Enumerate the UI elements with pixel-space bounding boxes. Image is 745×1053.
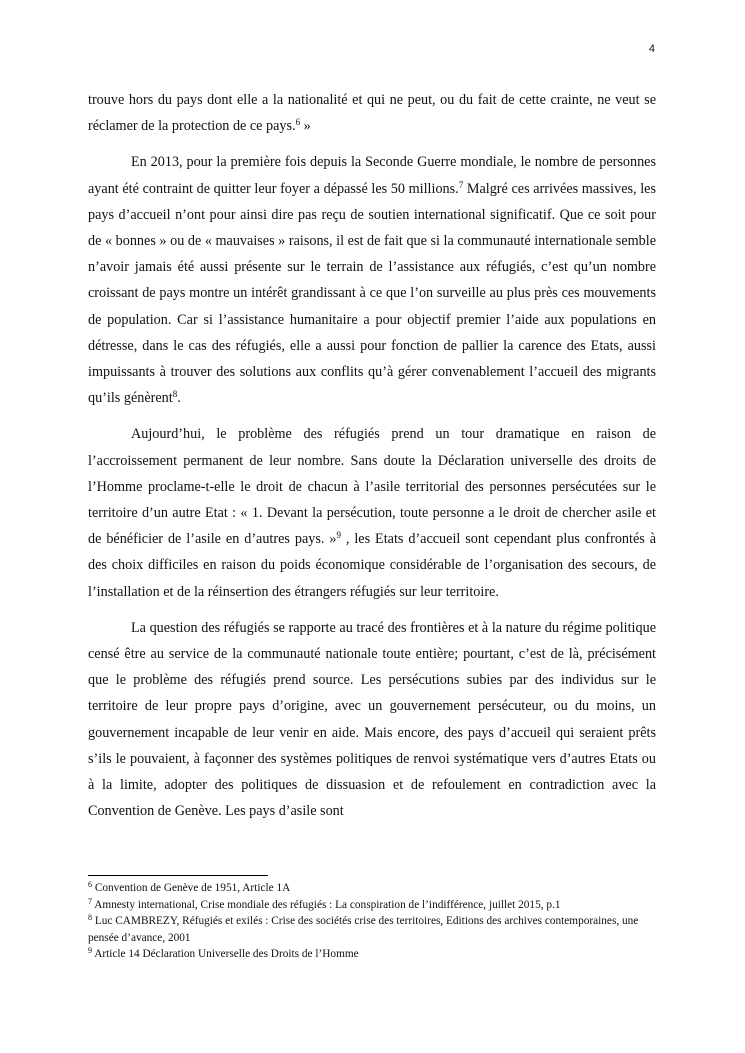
footnote <box>88 946 656 963</box>
paragraph-text: En 2013, pour la première fois depuis la Seconde Guerre mondiale, le nombre de personnes ayant été contraint de quitter leur foyer a dépassé les 50 millions. <box>88 154 656 197</box>
page-number: 4 <box>648 43 655 55</box>
footnote-ref[interactable]: 6 <box>295 117 301 128</box>
footnote-text: Luc CAMBREZY, Réfugiés et exilés : Crise des sociétés crise des territoires, Editions des archives contemporaines, une pensée d’avance, 2001 <box>88 915 639 944</box>
footnote <box>88 880 656 897</box>
paragraph-text: Malgré ces arrivées massives, les pays d’accueil n’ont pour ainsi dire pas reçu de soutien international significatif. Que ce soit pour de « bonnes » ou de « mauvaises » raisons, il est de fait que si la communauté internationale semble n’avoir jamais été aussi présente sur le terrain de l’assistance aux réfugiés, c’est qu’un nombre croissant de pays montre un intérêt grandissant à ce que l’on surveille au plus près ces mouvements de population. Car si l’assistance humanitaire a pour objectif premier l’aide aux populations en détresse, dans le cas des réfugiés, elle a aussi pour fonction de pallier la carence des Etats, aussi impuissants à trouver des solutions aux conflits qu’à gérer convenablement l’accueil des migrants qu’ils génèrent <box>88 180 656 407</box>
footnote-separator <box>88 875 268 876</box>
footnote-text: Article 14 Déclaration Universelle des Droits de l’Homme <box>92 948 359 961</box>
paragraph-text: trouve hors du pays dont elle a la nationalité et qui ne peut, ou du fait de cette crainte, ne veut se réclamer de la protection de ce pays. <box>88 92 656 135</box>
paragraph-text: . <box>177 390 181 407</box>
footnote-number: 8 <box>88 913 92 923</box>
paragraph-text: , les Etats d’accueil sont cependant plus confrontés à des choix difficiles en raison du poids économique considérable de l’organisation des secours, de l’installation et de la réinsertion des étrangers réfugiés sur leur territoire. <box>88 531 656 600</box>
footnote-text: Amnesty international, Crise mondiale des réfugiés : La conspiration de l’indifférence, juillet 2015, p.1 <box>92 898 561 911</box>
footnote-ref[interactable]: 8 <box>172 389 178 400</box>
paragraph-text: La question des réfugiés se rapporte au tracé des frontières et à la nature du régime politique censé être au service de la communauté nationale toute entière; pourtant, c’est de là, précisément que le problème des réfugiés prend source. Les persécutions subies par des individus sur le territoire de leur propre pays d’origine, avec un gouvernement persécuteur, ou du moins, un gouvernement incapable de leur venir en aide. Mais encore, des pays d’accueil qui seraient prêts s’ils le pouvaient, à façonner des systèmes politiques de renvoi systématique vers d’autres Etats ou à la limite, adopter des politiques de dissuasion et de refoulement en contradiction avec la Convention de Genève. Les pays d’asile sont <box>88 619 656 820</box>
footnote <box>88 913 656 946</box>
footnote-number: 9 <box>88 946 92 956</box>
footnote-text: Convention de Genève de 1951, Article 1A <box>92 882 291 894</box>
paragraph <box>88 615 656 825</box>
paragraph <box>88 87 656 139</box>
footnotes <box>88 880 656 963</box>
footnote-number: 7 <box>88 896 92 906</box>
footnote <box>88 897 656 914</box>
paragraph <box>88 421 656 604</box>
footnote-ref[interactable]: 7 <box>458 179 464 190</box>
body-text <box>88 87 656 834</box>
paragraph-text: » <box>300 118 311 135</box>
paragraph <box>88 149 656 411</box>
footnote-number: 6 <box>88 880 92 889</box>
paragraph-text: Aujourd’hui, le problème des réfugiés prend un tour dramatique en raison de l’accroissement permanent de leur nombre. Sans doute la Déclaration universelle des droits de l’Homme proclame-t-elle le droit de chacun à l’asile territorial des personnes persécutées sur le territoire d’un autre Etat : « 1. Devant la persécution, toute personne a le droit de chercher asile et de bénéficier de l’asile en d’autres pays. » <box>88 426 656 548</box>
footnote-ref[interactable]: 9 <box>336 530 341 541</box>
